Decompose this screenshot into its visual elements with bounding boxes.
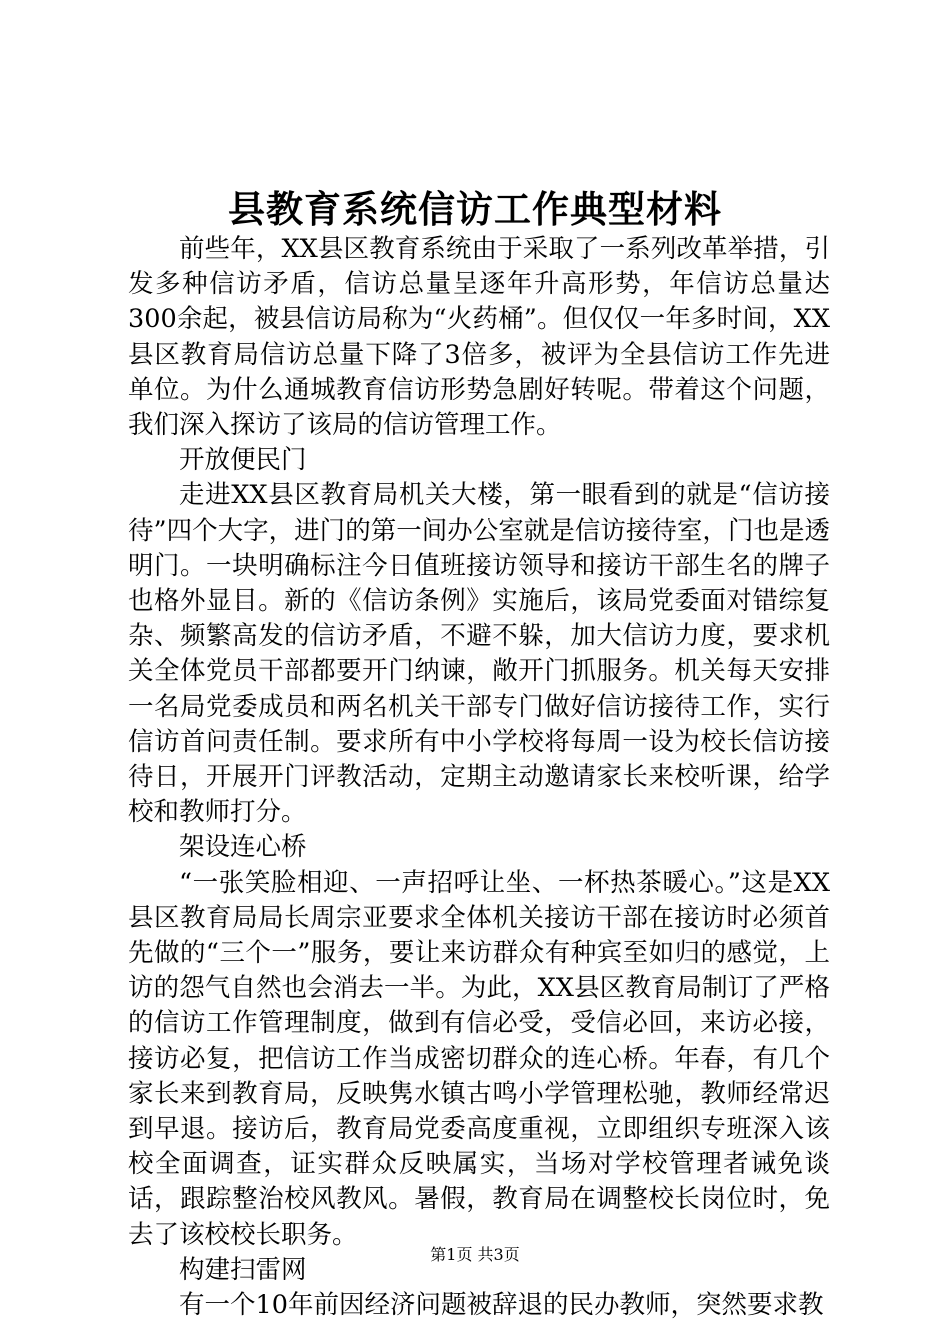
document-title: 县教育系统信访工作典型材料: [228, 187, 722, 231]
paragraph-open-door: 走进XX县区教育局机关大楼，第一眼看到的就是“信访接待”四个大字，进门的第一间办公室就是信访接待室，门也是透明门。一块明确标注今日值班接访领导和接访干部生名的牌子也格外显目。新的《信访条例》实施后，该局党委面对错综复杂、频繁高发的信访矛盾，不避不躲，加大信访力度，要求机关全体党员干部都要开门纳谏，敞开门抓服务。机关每天安排一名局党委成员和两名机关干部专门做好信访接待工作，实行信访首问责任制。要求所有中小学校将每周一设为校长信访接待日，开展开门评教活动，定期主动邀请家长来校听课，给学校和教师打分。: [128, 480, 830, 828]
page-footer: 第1页 共3页: [430, 1245, 520, 1264]
paragraph-network: 有一个10年前因经济问题被辞退的民办教师，突然要求教: [179, 1290, 824, 1321]
section-heading-open-door: 开放便民门: [179, 445, 307, 476]
paragraph-intro: 前些年，XX县区教育系统由于采取了一系列改革举措，引发多种信访矛盾，信访总量呈逐年升高形势，年信访总量达300余起，被县信访局称为“火药桶”。但仅仅一年多时间，XX县区教育局信访总量下降了3倍多，被评为全县信访工作先进单位。为什么通城教育信访形势急剧好转呢。带着这个问题，我们深入探访了该局的信访管理工作。: [128, 234, 830, 441]
section-heading-network: 构建扫雷网: [179, 1254, 307, 1285]
section-heading-bridge: 架设连心桥: [179, 832, 307, 863]
paragraph-bridge: “一张笑脸相迎、一声招呼让坐、一杯热茶暖心。”这是XX县区教育局局长周宗亚要求全体机关接访干部在接访时必须首先做的“三个一”服务，要让来访群众有种宾至如归的感觉，上访的怨气自然也会消去一半。为此，XX县区教育局制订了严格的信访工作管理制度，做到有信必受，受信必回，来访必接，接访必复，把信访工作当成密切群众的连心桥。年春，有几个家长来到教育局，反映隽水镇古鸣小学管理松驰，教师经常迟到早退。接访后，教育局党委高度重视，立即组织专班深入该校全面调查，证实群众反映属实，当场对学校管理者诫免谈话，跟踪整治校风教风。暑假，教育局在调整校长岗位时，免去了该校校长职务。: [128, 867, 830, 1250]
document-body: [128, 232, 830, 1323]
